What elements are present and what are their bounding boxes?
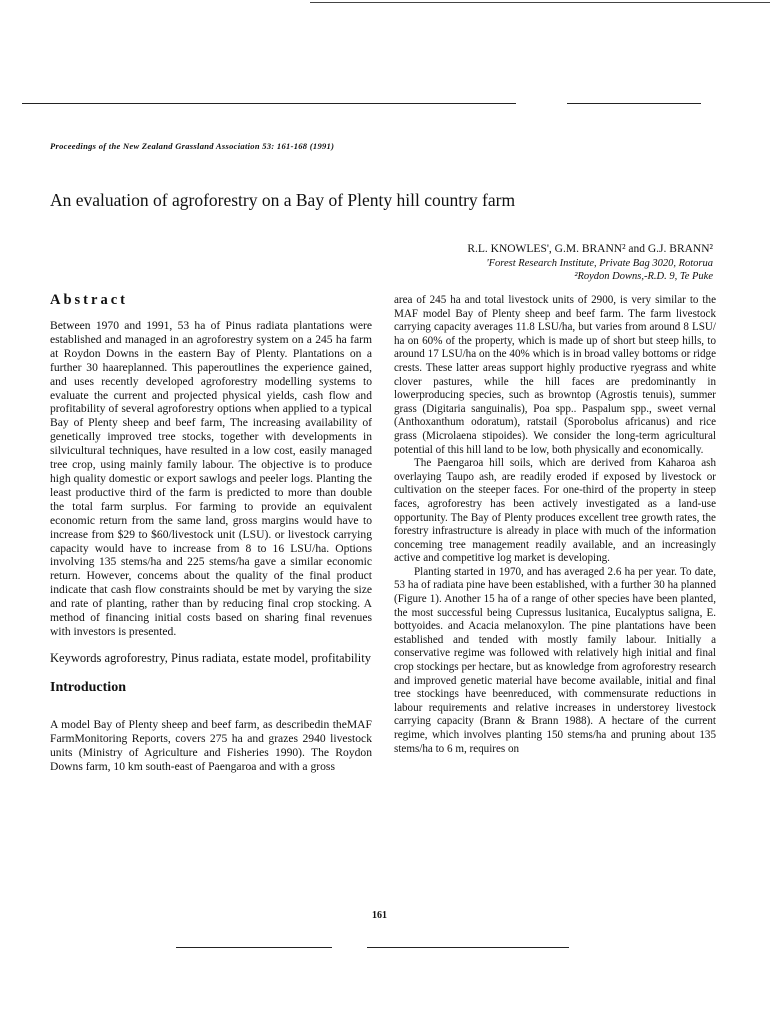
page-number: 161 (372, 910, 387, 921)
right-column (394, 294, 716, 756)
author-block (467, 241, 713, 283)
proceedings-citation: Proceedings of the New Zealand Grassland Association 53: 161-168 (1991) (50, 141, 335, 151)
introduction-heading: Introduction (50, 680, 126, 696)
header-rule-right (567, 103, 701, 104)
header-rule-left (22, 103, 516, 104)
footer-rule-right (367, 947, 569, 948)
top-rule-fragment (310, 2, 770, 3)
left-column (50, 292, 372, 774)
paper-title: An evaluation of agroforestry on a Bay of Plenty hill country farm (50, 190, 516, 210)
author-names: R.L. KNOWLES', G.M. BRANN² and G.J. BRANN² (467, 243, 713, 255)
abstract-text: Between 1970 and 1991, 53 ha of Pinus radiata plantations were established and managed in an agroforestry system on a 245 ha farm at Roydon Downs in the eastern Bay of Plenty. Plantations on a further 30 haareplanned. This paperoutlines the experience gained, and uses recently developed agroforestry modelling systems to evaluate the current and projected physical yields, cash flow and profitability of several agroforestry options when applied to a typical Bay of Plenty sheep and beef farm, The increasing availability of genetically improved tree stocks, together with developments in silvicultural techniques, have resulted in a low cost, easily managed tree crop, using mainly family labour. The objective is to produce high quality domestic or export sawlogs and peeler logs. Planting the least productive third of the farm is predicted to more than double the total farm surplus. For farming to provide an equivalent economic return from the same land, gross margins would have to increase from $29 to $60/livestock unit (LSU). or livestock carrying capacity would have to increase from 8 to 16 LSU/ha. Options involving 135 stems/ha and 225 stems/ha gave a similar economic return. However, concems about the quality of the final product indicate that cash flow constraints should be met by varying the size and rate of planting, rather than by reducing final crop stocking. A method of financing initial costs based on sharing final revenues with investors is presented. (50, 319, 372, 638)
keywords: Keywords agroforestry, Pinus radiata, estate model, profitability (50, 650, 371, 665)
affiliation-1: 'Forest Research Institute, Private Bag 3020, Rotorua (486, 258, 713, 269)
footer-rule-left (176, 947, 332, 948)
body-paragraph-2: The Paengaroa hill soils, which are derived from Kaharoa ash overlaying Taupo ash, are readily eroded if exposed by livestock or cultivation on the steeper faces. For one-third of the property in steep faces, agroforestry has been actively investigated as a land-use opportunity. The Bay of Plenty produces excellent tree growth rates, the forestry infrastructure is already in place with much of the information conceming tree management readily available, and an increasingly active and competitive log market is developing. (394, 457, 716, 565)
affiliation-2: ²Roydon Downs,-R.D. 9, Te Puke (574, 271, 713, 282)
abstract-heading: Abstract (50, 292, 128, 308)
body-paragraph-3: Planting started in 1970, and has averaged 2.6 ha per year. To date, 53 ha of radiata pine have been established, with a further 30 ha planned (Figure 1). Another 15 ha of a range of other species have been planted, the most successful being Cupressus lusitanica, Eucalyptus saligna, E. bottyoides. and Acacia melanoxylon. The pine plantations have been established and tended with mostly family labour. Initially a conservative regime was followed with relatively high initial and final crop stockings per hectare, but as knowledge from agroforestry research and improved genetic material have become available, initial and final tree stockings have beenreduced, with commensurate reductions in labour requirements and relative increases in understorey livestock carrying capacity (Brann & Brann 1988). A hectare of the current regime, which involves planting 150 stems/ha and pruning about 135 stems/ha to 6 m, requires on (394, 565, 716, 755)
body-paragraph-1: area of 245 ha and total livestock units of 2900, is very similar to the MAF model Bay of Plenty sheep and beef farm. The farm livestock carrying capacity averages 11.8 LSU/ha, but varies from around 8 LSU/ ha on 60% of the property, which is made up of short but steep hills, to around 17 LSU/ha on the 40% which is in broad valley bottoms or ridge crests. These latter areas support highly productive ryegrass and white clover pastures, while the hill faces are predominantly in lowerproducing species, such as browntop (Agrostis tenuis), summer grass (Digitaria sanguinalis), Poa spp.. Paspalum spp., sweet vernal (Anthoxanthum odoratum), ratstail (Sporobolus africanus) and rice grass (Microlaena stipoides). We consider the long-term agricultural potential of this hill land to be low, both physically and economically. (394, 294, 716, 456)
introduction-text: A model Bay of Plenty sheep and beef farm, as describedin theMAF FarmMonitoring Reports, covers 275 ha and grazes 2940 livestock units (Ministry of Agriculture and Fisheries 1990). The Roydon Downs farm, 10 km south-east of Paengaroa and with a gross (50, 718, 372, 774)
